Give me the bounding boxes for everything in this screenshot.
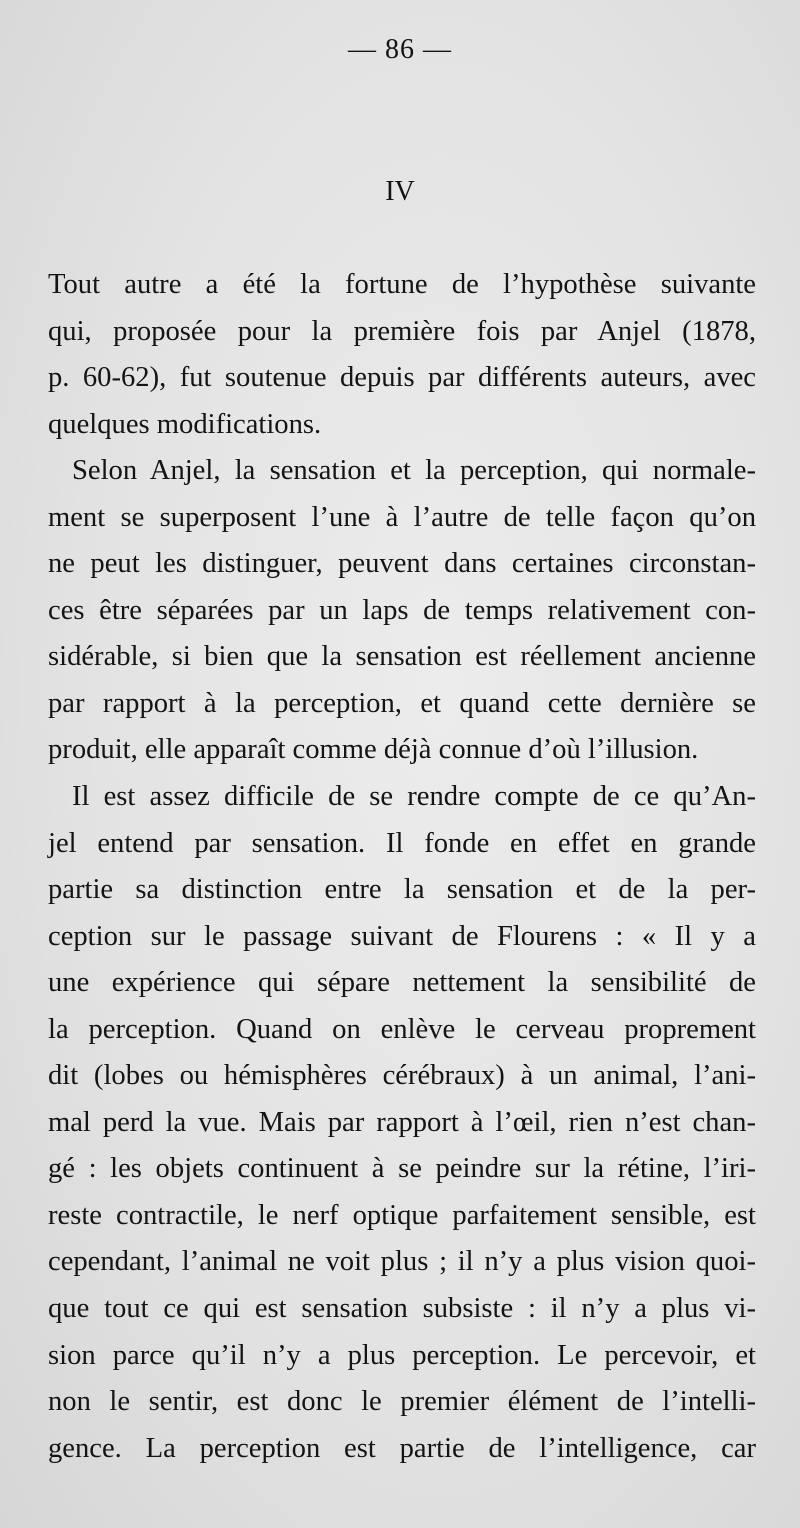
- text-line: reste contractile, le nerf optique parfaitement sensible, est: [48, 1199, 756, 1231]
- body-text: [48, 262, 756, 1472]
- text-line: ment se superposent l’une à l’autre de telle façon qu’on: [48, 501, 756, 533]
- text-line: quelques modifications.: [48, 408, 322, 440]
- text-line: gence. La perception est partie de l’intelligence, car: [48, 1432, 756, 1464]
- text-line: jel entend par sensation. Il fonde en effet en grande: [48, 827, 756, 859]
- text-line: ne peut les distinguer, peuvent dans certaines circonstan-: [48, 548, 756, 580]
- text-line: qui, proposée pour la première fois par Anjel (1878,: [48, 315, 756, 347]
- text-line: Tout autre a été la fortune de l’hypothèse suivante: [48, 269, 756, 300]
- text-line: sidérable, si bien que la sensation est réellement ancienne: [48, 641, 756, 673]
- text-line: que tout ce qui est sensation subsiste : il n’y a plus vi-: [48, 1293, 756, 1325]
- text-line: la perception. Quand on enlève le cerveau proprement: [48, 1013, 756, 1045]
- text-line: ces être séparées par un laps de temps relativement con-: [48, 594, 756, 626]
- text-line: une expérience qui sépare nettement la sensibilité de: [48, 967, 756, 999]
- text-line: par rapport à la perception, et quand cette dernière se: [48, 687, 756, 719]
- text-line: produit, elle apparaît comme déjà connue d’où l’illusion.: [48, 734, 699, 766]
- text-line: p. 60-62), fut soutenue depuis par différents auteurs, avec: [48, 362, 756, 394]
- text-line: gé : les objets continuent à se peindre sur la rétine, l’iri-: [48, 1153, 756, 1185]
- text-line: mal perd la vue. Mais par rapport à l’œil, rien n’est chan-: [48, 1106, 756, 1138]
- text-line: Il est assez difficile de se rendre compte de ce qu’An-: [72, 781, 756, 813]
- page-number: — 86 —: [348, 34, 452, 65]
- text-line: sion parce qu’il n’y a plus perception. Le percevoir, et: [48, 1339, 756, 1371]
- text-line: cependant, l’animal ne voit plus ; il n’y a plus vision quoi-: [48, 1246, 756, 1278]
- text-line: non le sentir, est donc le premier élément de l’intelli-: [48, 1386, 756, 1418]
- text-line: dit (lobes ou hémisphères cérébraux) à un animal, l’ani-: [48, 1060, 756, 1092]
- section-heading: IV: [385, 176, 415, 207]
- text-line: partie sa distinction entre la sensation et de la per-: [48, 874, 756, 906]
- text-line: ception sur le passage suivant de Flourens : « Il y a: [48, 920, 756, 952]
- text-line: Selon Anjel, la sensation et la perception, qui normale-: [72, 455, 756, 487]
